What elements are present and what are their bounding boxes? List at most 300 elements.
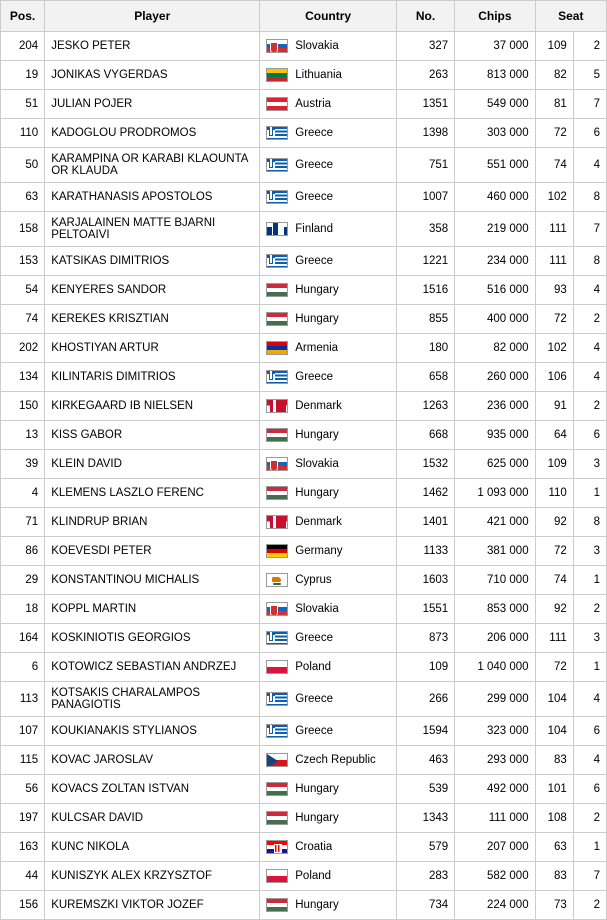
cell-seat: 3 <box>573 624 606 653</box>
cell-chips: 551 000 <box>455 148 535 183</box>
cell-seat: 7 <box>573 862 606 891</box>
cell-position: 39 <box>1 450 45 479</box>
cell-chips: 219 000 <box>455 212 535 247</box>
cell-number: 1007 <box>396 183 454 212</box>
cell-country <box>260 775 397 804</box>
cell-player-name: KARAMPINA OR KARABI KLAOUNTA OR KLAUDA <box>45 148 260 183</box>
table-row <box>1 624 607 653</box>
cell-table: 111 <box>535 247 573 276</box>
cell-chips: 625 000 <box>455 450 535 479</box>
flag-icon <box>266 158 288 172</box>
column-header-chips: Chips <box>455 1 535 32</box>
flag-icon <box>266 544 288 558</box>
cell-seat: 4 <box>573 276 606 305</box>
country-label: Hungary <box>295 284 339 296</box>
cell-position: 19 <box>1 61 45 90</box>
flag-icon <box>266 190 288 204</box>
cell-seat: 3 <box>573 450 606 479</box>
cell-number: 1401 <box>396 508 454 537</box>
cell-position: 6 <box>1 653 45 682</box>
cell-chips: 206 000 <box>455 624 535 653</box>
cell-number: 263 <box>396 61 454 90</box>
cell-table: 109 <box>535 32 573 61</box>
country-label: Denmark <box>295 400 342 412</box>
flag-icon <box>266 222 288 236</box>
cell-table: 102 <box>535 334 573 363</box>
cell-table: 104 <box>535 717 573 746</box>
cell-table: 72 <box>535 653 573 682</box>
table-row <box>1 212 607 247</box>
country-label: Hungary <box>295 812 339 824</box>
cell-player-name: KOEVESDI PETER <box>45 537 260 566</box>
cell-chips: 400 000 <box>455 305 535 334</box>
flag-icon <box>266 97 288 111</box>
flag-icon <box>266 126 288 140</box>
cell-position: 50 <box>1 148 45 183</box>
cell-player-name: KARJALAINEN MATTE BJARNI PELTOAIVI <box>45 212 260 247</box>
cell-number: 1133 <box>396 537 454 566</box>
cell-country <box>260 247 397 276</box>
cell-country <box>260 682 397 717</box>
cell-chips: 293 000 <box>455 746 535 775</box>
cell-player-name: KOTOWICZ SEBASTIAN ANDRZEJ <box>45 653 260 682</box>
country-label: Greece <box>295 693 333 705</box>
cell-position: 153 <box>1 247 45 276</box>
table-row <box>1 32 607 61</box>
country-label: Denmark <box>295 516 342 528</box>
country-label: Austria <box>295 98 332 110</box>
cell-country <box>260 90 397 119</box>
cell-chips: 260 000 <box>455 363 535 392</box>
country-label: Slovakia <box>295 40 339 52</box>
cell-seat: 1 <box>573 653 606 682</box>
cell-chips: 421 000 <box>455 508 535 537</box>
cell-country <box>260 624 397 653</box>
cell-number: 855 <box>396 305 454 334</box>
table-row <box>1 682 607 717</box>
cell-number: 283 <box>396 862 454 891</box>
cell-player-name: KLINDRUP BRIAN <box>45 508 260 537</box>
cell-player-name: KILINTARIS DIMITRIOS <box>45 363 260 392</box>
flag-icon <box>266 724 288 738</box>
cell-player-name: KOVACS ZOLTAN ISTVAN <box>45 775 260 804</box>
cell-table: 72 <box>535 119 573 148</box>
flag-icon <box>266 869 288 883</box>
cell-table: 91 <box>535 392 573 421</box>
cell-chips: 224 000 <box>455 891 535 920</box>
cell-seat: 6 <box>573 775 606 804</box>
cell-country <box>260 61 397 90</box>
cell-position: 71 <box>1 508 45 537</box>
cell-number: 109 <box>396 653 454 682</box>
cell-player-name: KOPPL MARTIN <box>45 595 260 624</box>
cell-seat: 1 <box>573 566 606 595</box>
cell-position: 107 <box>1 717 45 746</box>
country-label: Slovakia <box>295 458 339 470</box>
cell-position: 202 <box>1 334 45 363</box>
cell-number: 463 <box>396 746 454 775</box>
flag-icon <box>266 840 288 854</box>
flag-icon <box>266 428 288 442</box>
flag-icon <box>266 39 288 53</box>
cell-chips: 207 000 <box>455 833 535 862</box>
cell-player-name: JONIKAS VYGERDAS <box>45 61 260 90</box>
table-row <box>1 479 607 508</box>
cell-country <box>260 363 397 392</box>
country-label: Greece <box>295 371 333 383</box>
country-label: Slovakia <box>295 603 339 615</box>
table-row <box>1 537 607 566</box>
cell-country <box>260 862 397 891</box>
cell-seat: 2 <box>573 392 606 421</box>
cell-player-name: KOTSAKIS CHARALAMPOS PANAGIOTIS <box>45 682 260 717</box>
table-row <box>1 746 607 775</box>
cell-table: 74 <box>535 566 573 595</box>
cell-table: 111 <box>535 212 573 247</box>
country-label: Germany <box>295 545 343 557</box>
flag-icon <box>266 370 288 384</box>
cell-position: 204 <box>1 32 45 61</box>
cell-table: 72 <box>535 305 573 334</box>
cell-position: 44 <box>1 862 45 891</box>
cell-number: 1551 <box>396 595 454 624</box>
cell-player-name: KARATHANASIS APOSTOLOS <box>45 183 260 212</box>
cell-number: 539 <box>396 775 454 804</box>
cell-number: 579 <box>396 833 454 862</box>
cell-number: 1263 <box>396 392 454 421</box>
cell-player-name: KENYERES SANDOR <box>45 276 260 305</box>
cell-seat: 7 <box>573 212 606 247</box>
cell-player-name: KLEMENS LASZLO FERENC <box>45 479 260 508</box>
cell-table: 63 <box>535 833 573 862</box>
cell-seat: 6 <box>573 421 606 450</box>
table-row <box>1 717 607 746</box>
flag-icon <box>266 573 288 587</box>
cell-table: 72 <box>535 537 573 566</box>
cell-seat: 8 <box>573 247 606 276</box>
country-label: Cyprus <box>295 574 332 586</box>
table-row <box>1 862 607 891</box>
cell-position: 51 <box>1 90 45 119</box>
cell-position: 86 <box>1 537 45 566</box>
cell-number: 668 <box>396 421 454 450</box>
cell-player-name: KHOSTIYAN ARTUR <box>45 334 260 363</box>
flag-icon <box>266 692 288 706</box>
cell-chips: 111 000 <box>455 804 535 833</box>
cell-table: 93 <box>535 276 573 305</box>
cell-chips: 303 000 <box>455 119 535 148</box>
column-header-country: Country <box>260 1 397 32</box>
cell-number: 1221 <box>396 247 454 276</box>
cell-country <box>260 148 397 183</box>
cell-table: 109 <box>535 450 573 479</box>
cell-chips: 813 000 <box>455 61 535 90</box>
flag-icon <box>266 486 288 500</box>
flag-icon <box>266 602 288 616</box>
cell-chips: 37 000 <box>455 32 535 61</box>
cell-country <box>260 595 397 624</box>
flag-icon <box>266 457 288 471</box>
country-label: Poland <box>295 661 332 673</box>
cell-player-name: KATSIKAS DIMITRIOS <box>45 247 260 276</box>
column-header-seat: Seat <box>535 1 606 32</box>
table-row <box>1 183 607 212</box>
cell-number: 1343 <box>396 804 454 833</box>
cell-number: 180 <box>396 334 454 363</box>
cell-position: 13 <box>1 421 45 450</box>
cell-chips: 299 000 <box>455 682 535 717</box>
flag-icon <box>266 283 288 297</box>
cell-player-name: KISS GABOR <box>45 421 260 450</box>
cell-country <box>260 508 397 537</box>
cell-position: 150 <box>1 392 45 421</box>
cell-table: 92 <box>535 508 573 537</box>
flag-icon <box>266 399 288 413</box>
column-header-no: No. <box>396 1 454 32</box>
cell-position: 110 <box>1 119 45 148</box>
table-row <box>1 247 607 276</box>
cell-number: 327 <box>396 32 454 61</box>
cell-number: 1516 <box>396 276 454 305</box>
country-label: Greece <box>295 159 333 171</box>
table-row <box>1 392 607 421</box>
cell-seat: 5 <box>573 61 606 90</box>
cell-country <box>260 479 397 508</box>
column-header-pos: Pos. <box>1 1 45 32</box>
flag-icon <box>266 631 288 645</box>
table-row <box>1 305 607 334</box>
cell-number: 1351 <box>396 90 454 119</box>
cell-seat: 4 <box>573 334 606 363</box>
cell-player-name: JULIAN POJER <box>45 90 260 119</box>
cell-table: 73 <box>535 891 573 920</box>
cell-country <box>260 833 397 862</box>
cell-player-name: KULCSAR DAVID <box>45 804 260 833</box>
table-row <box>1 363 607 392</box>
cell-number: 873 <box>396 624 454 653</box>
cell-table: 82 <box>535 61 573 90</box>
country-label: Hungary <box>295 487 339 499</box>
country-label: Croatia <box>295 841 333 853</box>
cell-seat: 6 <box>573 717 606 746</box>
table-row <box>1 334 607 363</box>
cell-table: 111 <box>535 624 573 653</box>
cell-country <box>260 653 397 682</box>
flag-icon <box>266 515 288 529</box>
cell-number: 1603 <box>396 566 454 595</box>
cell-table: 83 <box>535 746 573 775</box>
cell-table: 106 <box>535 363 573 392</box>
cell-country <box>260 891 397 920</box>
cell-chips: 381 000 <box>455 537 535 566</box>
cell-player-name: KIRKEGAARD IB NIELSEN <box>45 392 260 421</box>
flag-icon <box>266 254 288 268</box>
table-row <box>1 891 607 920</box>
cell-player-name: KEREKES KRISZTIAN <box>45 305 260 334</box>
cell-table: 108 <box>535 804 573 833</box>
column-header-player: Player <box>45 1 260 32</box>
table-row <box>1 595 607 624</box>
cell-country <box>260 119 397 148</box>
cell-player-name: KUNISZYK ALEX KRZYSZTOF <box>45 862 260 891</box>
cell-seat: 4 <box>573 746 606 775</box>
flag-icon <box>266 811 288 825</box>
table-row <box>1 450 607 479</box>
country-label: Greece <box>295 191 333 203</box>
cell-number: 1398 <box>396 119 454 148</box>
cell-number: 751 <box>396 148 454 183</box>
cell-number: 358 <box>396 212 454 247</box>
cell-position: 164 <box>1 624 45 653</box>
cell-seat: 2 <box>573 305 606 334</box>
table-row <box>1 833 607 862</box>
cell-number: 1532 <box>396 450 454 479</box>
country-label: Finland <box>295 223 333 235</box>
cell-number: 658 <box>396 363 454 392</box>
flag-icon <box>266 341 288 355</box>
country-label: Hungary <box>295 313 339 325</box>
cell-player-name: KOSKINIOTIS GEORGIOS <box>45 624 260 653</box>
table-row <box>1 90 607 119</box>
cell-chips: 323 000 <box>455 717 535 746</box>
cell-player-name: KOVAC JAROSLAV <box>45 746 260 775</box>
country-label: Greece <box>295 632 333 644</box>
cell-position: 113 <box>1 682 45 717</box>
cell-seat: 2 <box>573 804 606 833</box>
cell-position: 4 <box>1 479 45 508</box>
cell-number: 1594 <box>396 717 454 746</box>
cell-position: 29 <box>1 566 45 595</box>
cell-country <box>260 566 397 595</box>
table-row <box>1 148 607 183</box>
cell-country <box>260 450 397 479</box>
cell-seat: 8 <box>573 183 606 212</box>
cell-country <box>260 212 397 247</box>
cell-seat: 2 <box>573 32 606 61</box>
cell-seat: 4 <box>573 148 606 183</box>
cell-chips: 82 000 <box>455 334 535 363</box>
cell-number: 1462 <box>396 479 454 508</box>
country-label: Poland <box>295 870 332 882</box>
cell-country <box>260 537 397 566</box>
country-label: Hungary <box>295 899 339 911</box>
country-label: Greece <box>295 127 333 139</box>
flag-icon <box>266 782 288 796</box>
table-header-row <box>1 1 607 32</box>
table-row <box>1 421 607 450</box>
cell-chips: 1 093 000 <box>455 479 535 508</box>
cell-country <box>260 421 397 450</box>
cell-table: 81 <box>535 90 573 119</box>
cell-chips: 853 000 <box>455 595 535 624</box>
cell-country <box>260 746 397 775</box>
cell-player-name: KUREMSZKI VIKTOR JOZEF <box>45 891 260 920</box>
table-row <box>1 804 607 833</box>
cell-chips: 516 000 <box>455 276 535 305</box>
cell-chips: 492 000 <box>455 775 535 804</box>
cell-table: 74 <box>535 148 573 183</box>
country-label: Hungary <box>295 429 339 441</box>
table-row <box>1 276 607 305</box>
cell-number: 734 <box>396 891 454 920</box>
cell-seat: 4 <box>573 363 606 392</box>
table-row <box>1 119 607 148</box>
cell-table: 102 <box>535 183 573 212</box>
cell-position: 63 <box>1 183 45 212</box>
cell-player-name: KADOGLOU PRODROMOS <box>45 119 260 148</box>
table-row <box>1 508 607 537</box>
cell-country <box>260 305 397 334</box>
country-label: Armenia <box>295 342 339 354</box>
cell-position: 74 <box>1 305 45 334</box>
cell-chips: 935 000 <box>455 421 535 450</box>
cell-country <box>260 183 397 212</box>
cell-table: 110 <box>535 479 573 508</box>
table-row <box>1 653 607 682</box>
cell-position: 156 <box>1 891 45 920</box>
cell-seat: 8 <box>573 508 606 537</box>
cell-position: 163 <box>1 833 45 862</box>
cell-player-name: KONSTANTINOU MICHALIS <box>45 566 260 595</box>
table-row <box>1 61 607 90</box>
cell-chips: 460 000 <box>455 183 535 212</box>
cell-player-name: KLEIN DAVID <box>45 450 260 479</box>
cell-table: 101 <box>535 775 573 804</box>
cell-country <box>260 392 397 421</box>
cell-number: 266 <box>396 682 454 717</box>
cell-seat: 1 <box>573 479 606 508</box>
cell-position: 54 <box>1 276 45 305</box>
table-row <box>1 566 607 595</box>
cell-country <box>260 276 397 305</box>
cell-table: 83 <box>535 862 573 891</box>
country-label: Lithuania <box>295 69 342 81</box>
flag-icon <box>266 68 288 82</box>
cell-position: 56 <box>1 775 45 804</box>
cell-seat: 7 <box>573 90 606 119</box>
cell-chips: 710 000 <box>455 566 535 595</box>
cell-country <box>260 804 397 833</box>
cell-position: 197 <box>1 804 45 833</box>
cell-position: 134 <box>1 363 45 392</box>
cell-seat: 6 <box>573 119 606 148</box>
flag-icon <box>266 898 288 912</box>
table-row <box>1 775 607 804</box>
cell-country <box>260 32 397 61</box>
table-body <box>1 32 607 920</box>
cell-seat: 1 <box>573 833 606 862</box>
cell-position: 18 <box>1 595 45 624</box>
country-label: Greece <box>295 255 333 267</box>
flag-icon <box>266 312 288 326</box>
cell-chips: 236 000 <box>455 392 535 421</box>
cell-seat: 3 <box>573 537 606 566</box>
cell-table: 92 <box>535 595 573 624</box>
cell-chips: 1 040 000 <box>455 653 535 682</box>
cell-chips: 582 000 <box>455 862 535 891</box>
cell-table: 104 <box>535 682 573 717</box>
cell-seat: 4 <box>573 682 606 717</box>
country-label: Czech Republic <box>295 754 376 766</box>
cell-seat: 2 <box>573 891 606 920</box>
cell-country <box>260 334 397 363</box>
country-label: Hungary <box>295 783 339 795</box>
cell-player-name: KOUKIANAKIS STYLIANOS <box>45 717 260 746</box>
cell-country <box>260 717 397 746</box>
cell-table: 64 <box>535 421 573 450</box>
cell-position: 158 <box>1 212 45 247</box>
cell-chips: 549 000 <box>455 90 535 119</box>
